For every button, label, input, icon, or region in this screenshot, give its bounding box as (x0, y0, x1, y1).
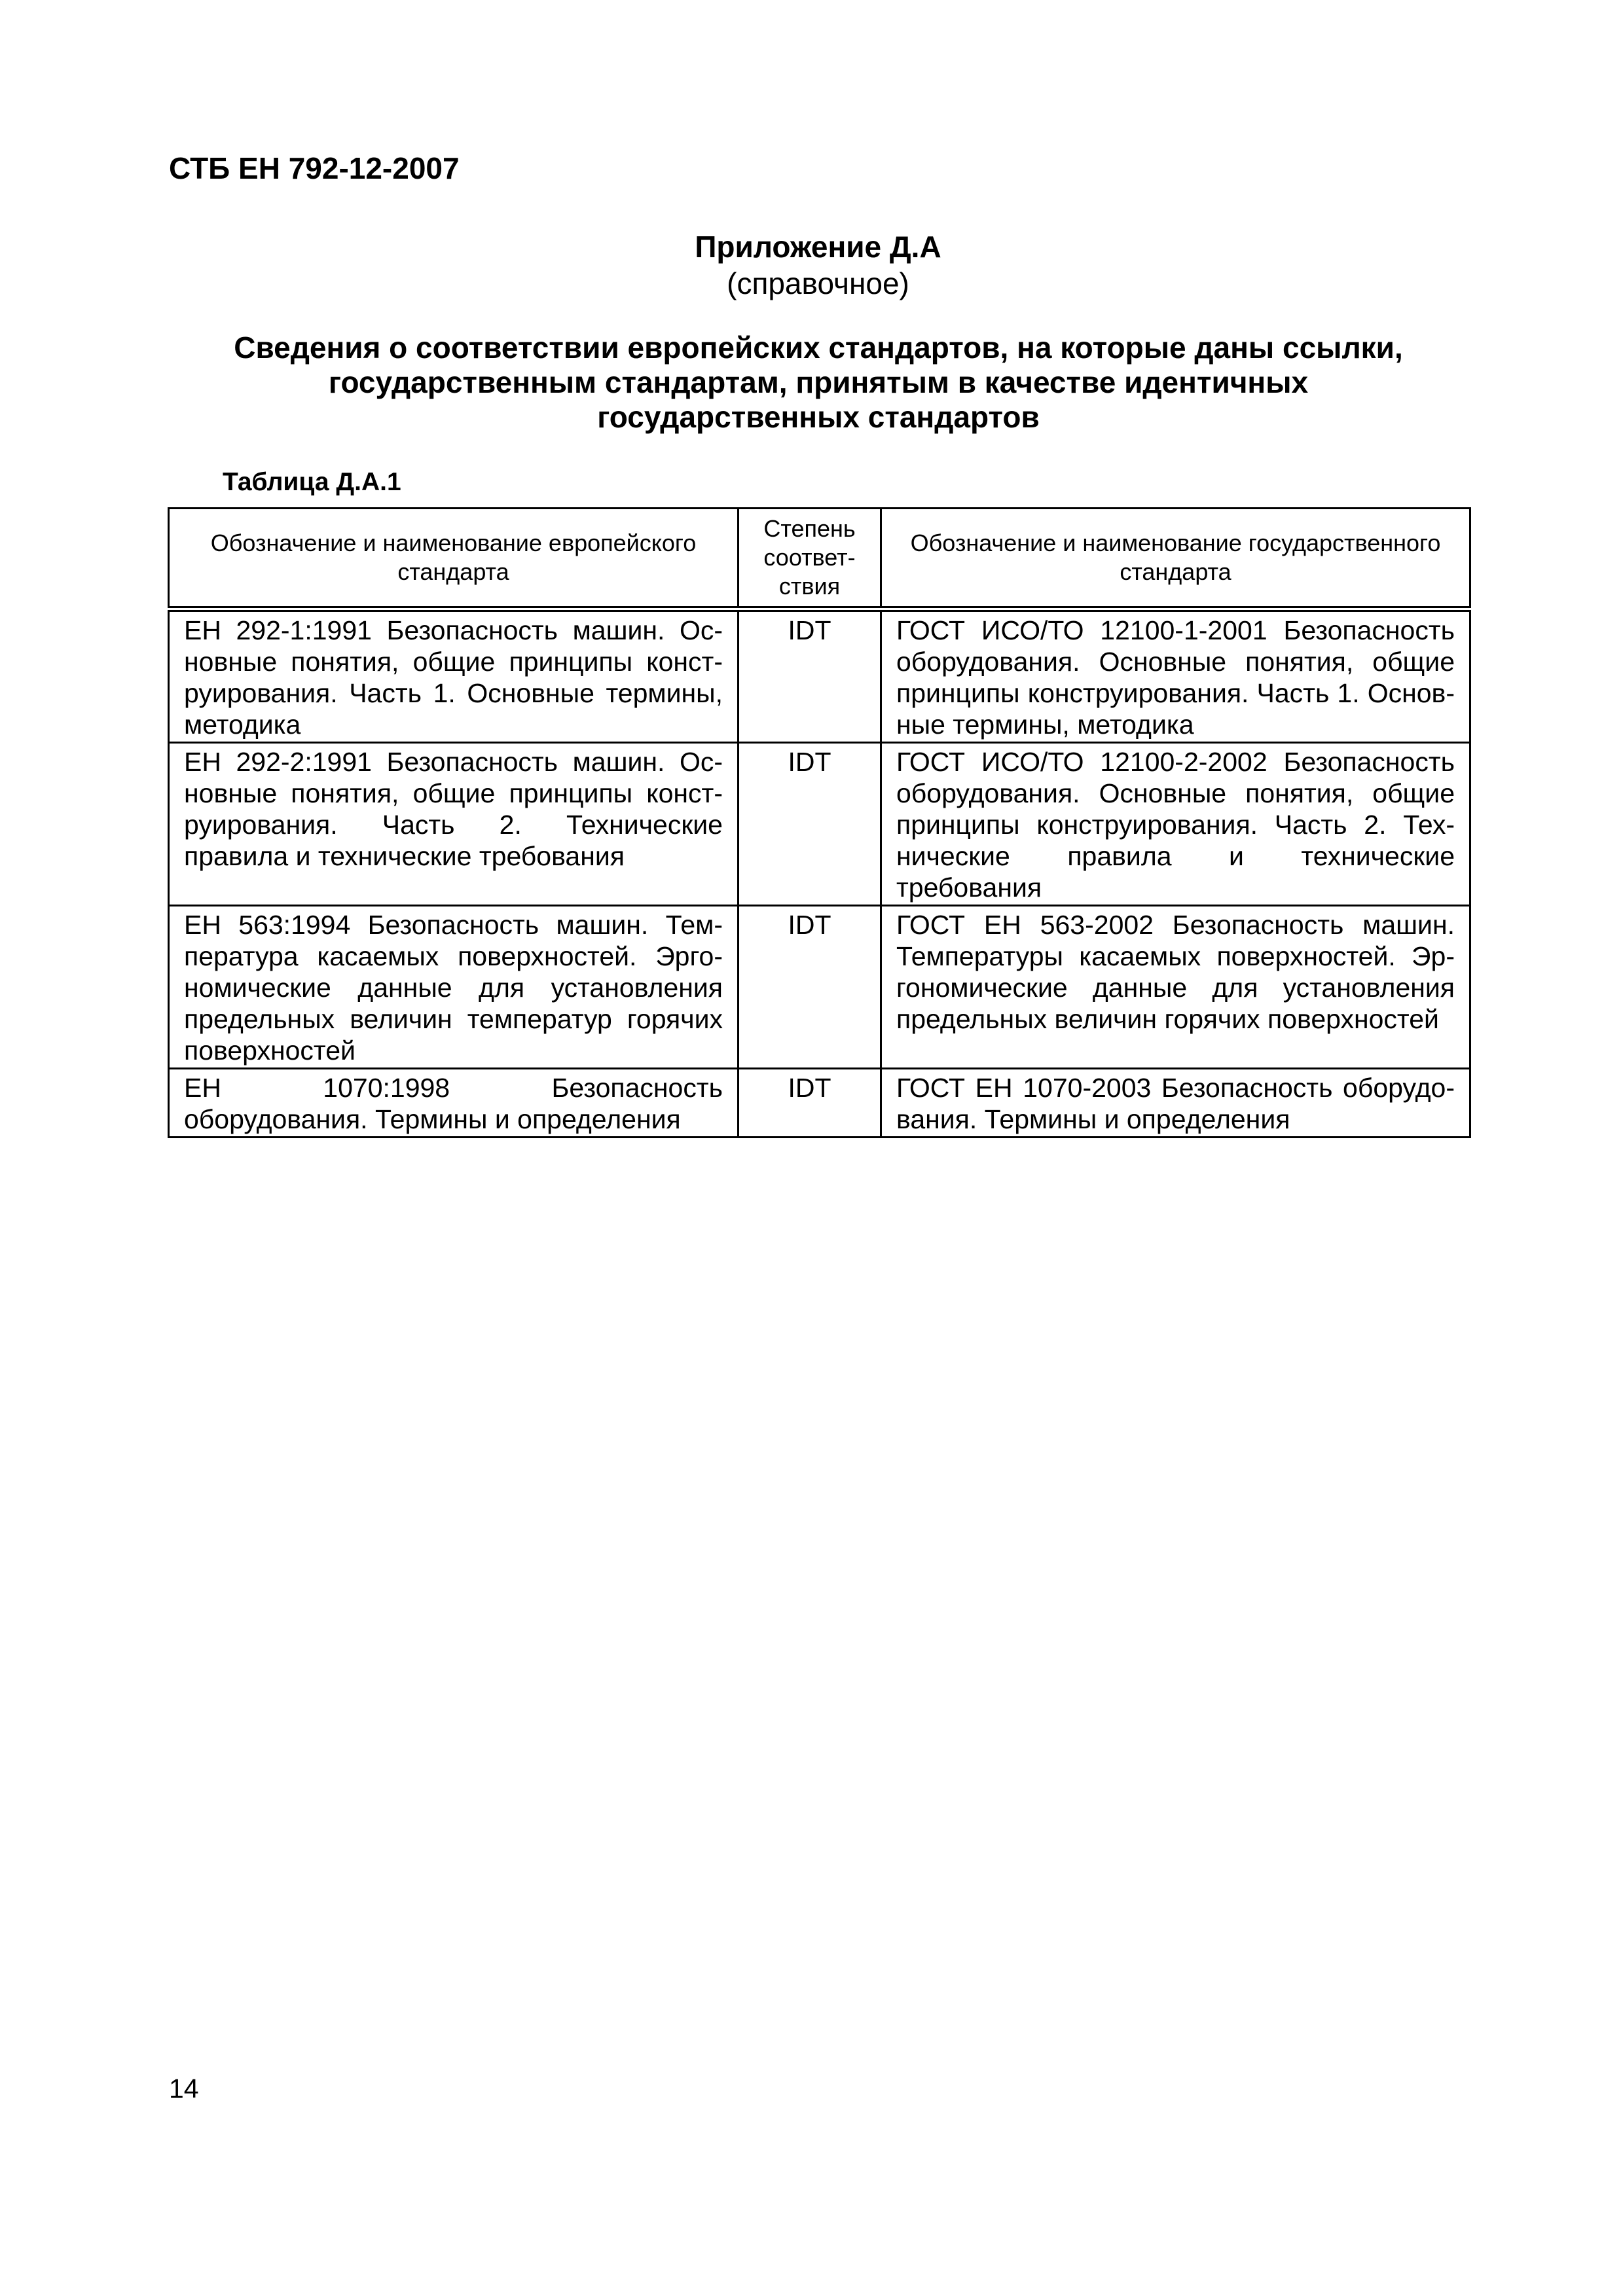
european-standard-cell: ЕН 292-1:1991 Безопасность машин. Основные понятия, общие принципы конструирования. Часть 1. Основные термины, методика (169, 609, 739, 743)
section-title-line-1: Сведения о соответствии европейских стандартов, на которые даны ссылки, (234, 331, 1403, 365)
section-title-line-2: государственным стандартам, принятым в качестве идентичных (328, 365, 1309, 399)
european-standard-cell: ЕН 292-2:1991 Безопасность машин. Основные понятия, общие принципы конструирования. Часть 2. Технические правила и технические требования (169, 743, 739, 906)
table-row (169, 1069, 1470, 1138)
european-standard-cell: ЕН 1070:1998 Безопасность оборудования. Термины и определения (169, 1069, 739, 1138)
section-title-line-3: государственных стандартов (597, 400, 1040, 434)
annex-title: Приложение Д.А (695, 230, 941, 264)
header-national-standard: Обозначение и наименование государственного стандарта (881, 509, 1470, 609)
national-standard-cell: ГОСТ ИСО/ТО 12100-1-2001 Безопасность оборудования. Основные понятия, общие принципы конструирования. Часть 1. Основные термины, методика (881, 609, 1470, 743)
european-standard-cell: ЕН 563:1994 Безопасность машин. Температура касаемых поверхностей. Эргономические данные для установления предельных величин температур горячих поверхностей (169, 906, 739, 1069)
header-degree-of-correspondence: Степень соответ-ствия (739, 509, 881, 609)
document-code: СТБ ЕН 792-12-2007 (169, 151, 460, 185)
degree-cell: IDT (739, 1069, 881, 1138)
table-caption: Таблица Д.А.1 (223, 468, 401, 496)
degree-cell: IDT (739, 609, 881, 743)
page-number: 14 (169, 2073, 199, 2104)
annex-note: (справочное) (727, 266, 909, 300)
national-standard-cell: ГОСТ ИСО/ТО 12100-2-2002 Безопасность оборудования. Основные понятия, общие принципы конструирования. Часть 2. Технические правила и технические требования (881, 743, 1470, 906)
table-row (169, 906, 1470, 1069)
header-european-standard: Обозначение и наименование европейского стандарта (169, 509, 739, 609)
national-standard-cell: ГОСТ ЕН 563-2002 Безопасность машин. Температуры касаемых поверхностей. Эргономические данные для установления предельных величин горячих поверхностей (881, 906, 1470, 1069)
degree-cell: IDT (739, 743, 881, 906)
table-row (169, 743, 1470, 906)
correspondence-table (168, 507, 1471, 1138)
section-title (196, 331, 1440, 435)
national-standard-cell: ГОСТ ЕН 1070-2003 Безопасность оборудования. Термины и определения (881, 1069, 1470, 1138)
table-row (169, 609, 1470, 743)
table-header-row (169, 509, 1470, 609)
degree-cell: IDT (739, 906, 881, 1069)
